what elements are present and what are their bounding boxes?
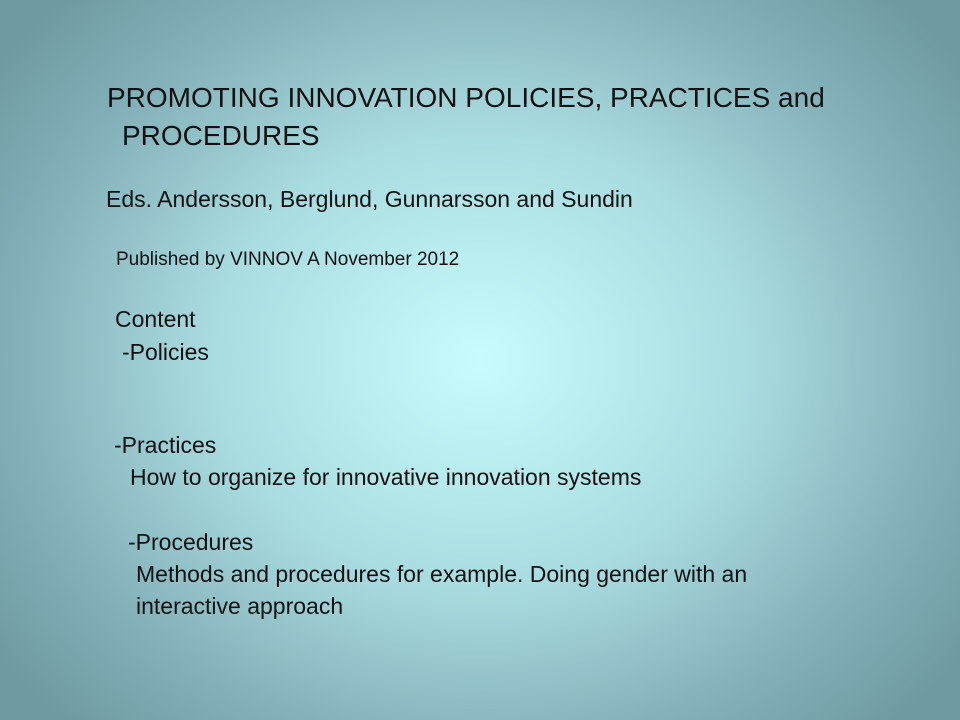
- editors-line: Eds. Andersson, Berglund, Gunnarsson and Sundin: [106, 186, 633, 212]
- item-practices-description: How to organize for innovative innovation systems: [130, 464, 642, 490]
- title-line-2: PROCEDURES: [122, 120, 320, 151]
- item-practices-label: -Practices: [114, 432, 217, 458]
- item-procedures-description-line-2: interactive approach: [136, 593, 344, 619]
- content-heading: Content: [115, 306, 196, 332]
- title-line-1: PROMOTING INNOVATION POLICIES, PRACTICES and: [107, 82, 825, 113]
- published-line: Published by VINNOV A November 2012: [116, 249, 460, 270]
- item-procedures-description-line-1: Methods and procedures for example. Doing gender with an: [136, 561, 748, 587]
- item-policies-label: -Policies: [122, 339, 209, 365]
- item-procedures-label: -Procedures: [128, 529, 254, 555]
